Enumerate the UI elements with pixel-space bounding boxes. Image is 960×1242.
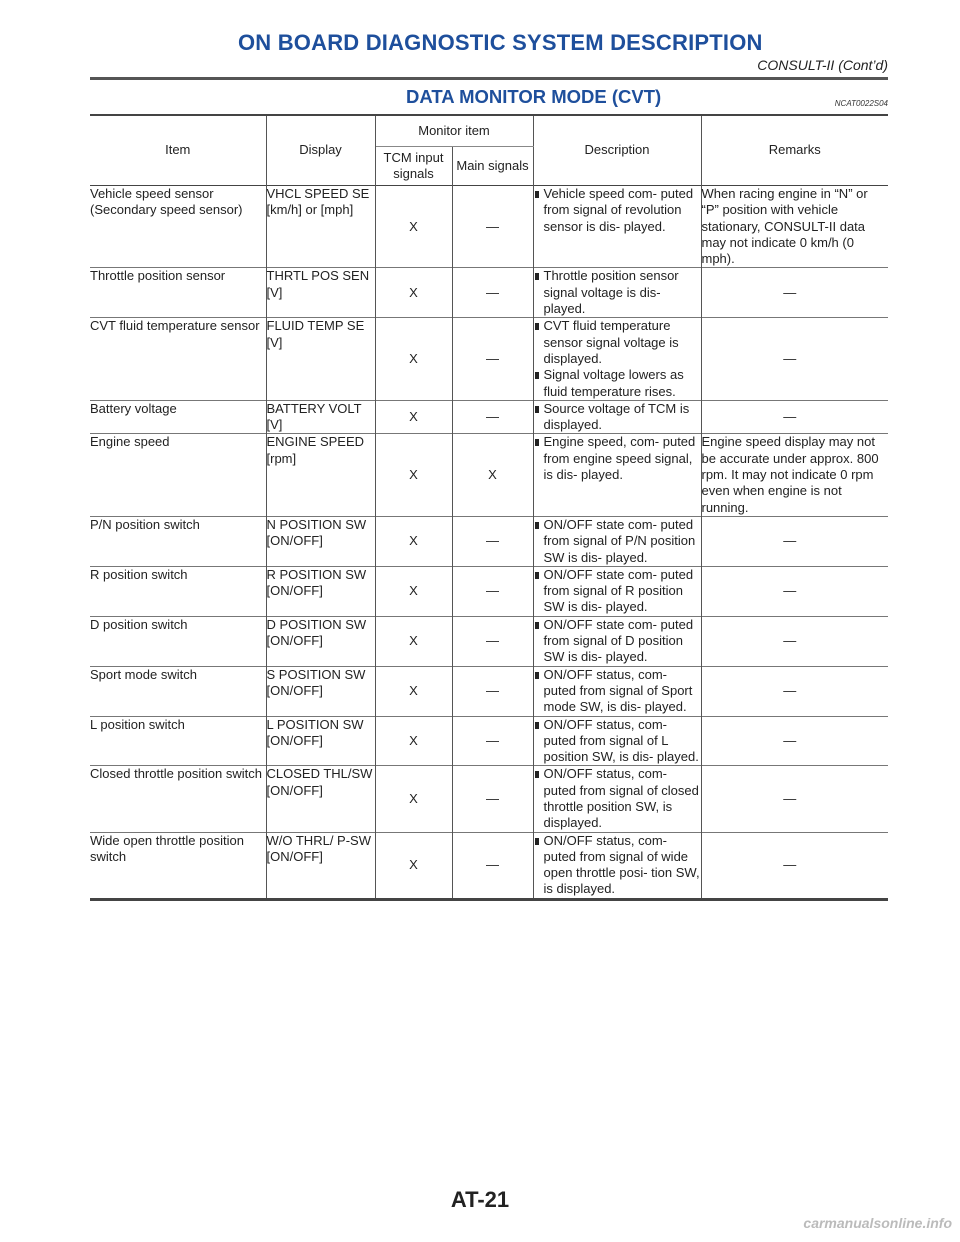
cell-item: Sport mode switch: [90, 666, 266, 716]
cell-description: [533, 400, 701, 434]
cell-description: [533, 268, 701, 318]
cell-item: R position switch: [90, 566, 266, 616]
cell-description: [533, 832, 701, 899]
cell-description: [533, 186, 701, 268]
cell-remarks: —: [783, 857, 797, 873]
cell-tcm-input: X: [375, 400, 452, 434]
cell-item: Wide open throttle position switch: [90, 832, 266, 899]
header-tcm-input-signals: TCM input signals: [375, 147, 452, 186]
cell-main-signals: —: [452, 400, 533, 434]
cell-remarks: —: [783, 682, 797, 698]
cell-description: [533, 716, 701, 766]
cell-description: [533, 666, 701, 716]
cell-display: ENGINE SPEED [rpm]: [266, 434, 375, 516]
description-bullet: Throttle position sensor signal voltage is dis- played.: [534, 268, 701, 317]
table-row: [90, 766, 888, 832]
cell-display: R POSITION SW [ON/OFF]: [266, 566, 375, 616]
cell-remarks: —: [783, 790, 797, 806]
description-bullet: ON/OFF state com- puted from signal of R position SW is dis- played.: [534, 567, 701, 616]
cell-main-signals: —: [452, 566, 533, 616]
table-row: [90, 434, 888, 516]
description-bullet: CVT fluid temperature sensor signal voltage is displayed.: [534, 318, 701, 367]
data-monitor-table: [90, 114, 888, 901]
cell-description: [533, 616, 701, 666]
cell-remarks: Engine speed display may not be accurate under approx. 800 rpm. It may not indicate 0 rpm even when engine is not running.: [701, 434, 879, 515]
table-row: [90, 716, 888, 766]
cell-item: P/N position switch: [90, 516, 266, 566]
cell-tcm-input: X: [375, 516, 452, 566]
description-bullet: ON/OFF status, com- puted from signal of closed throttle position SW, is displayed.: [534, 766, 701, 831]
table-row: [90, 566, 888, 616]
cell-description: [533, 566, 701, 616]
cell-tcm-input: X: [375, 566, 452, 616]
description-bullet: ON/OFF state com- puted from signal of D position SW is dis- played.: [534, 617, 701, 666]
cell-tcm-input: X: [375, 186, 452, 268]
cell-main-signals: —: [452, 716, 533, 766]
cell-item: L position switch: [90, 716, 266, 766]
cell-item: Engine speed: [90, 434, 266, 516]
cell-description: [533, 318, 701, 400]
table-row: [90, 666, 888, 716]
cell-description: [533, 516, 701, 566]
cell-main-signals: —: [452, 616, 533, 666]
cell-description: [533, 434, 701, 516]
cell-remarks: —: [783, 732, 797, 748]
table-body: [90, 186, 888, 900]
cell-remarks: —: [783, 533, 797, 549]
cell-item: CVT fluid temperature sensor: [90, 318, 266, 400]
cell-main-signals: —: [452, 318, 533, 400]
description-bullet: Source voltage of TCM is displayed.: [534, 401, 701, 434]
cell-item: Vehicle speed sensor (Secondary speed sensor): [90, 186, 266, 268]
cell-item: Throttle position sensor: [90, 268, 266, 318]
table-row: [90, 832, 888, 899]
cell-remarks: —: [783, 409, 797, 424]
header-divider: [90, 77, 888, 80]
cell-main-signals: X: [452, 434, 533, 516]
cell-display: VHCL SPEED SE [km/h] or [mph]: [266, 186, 375, 268]
cell-main-signals: —: [452, 832, 533, 899]
cell-main-signals: —: [452, 766, 533, 832]
description-bullet: Signal voltage lowers as fluid temperature rises.: [534, 367, 701, 400]
header-description: Description: [533, 115, 701, 186]
header-main-signals: Main signals: [452, 147, 533, 186]
cell-display: CLOSED THL/SW [ON/OFF]: [266, 766, 375, 832]
cell-display: N POSITION SW [ON/OFF]: [266, 516, 375, 566]
cell-main-signals: —: [452, 666, 533, 716]
table-row: [90, 400, 888, 434]
header-display: Display: [266, 115, 375, 186]
page-header-title: ON BOARD DIAGNOSTIC SYSTEM DESCRIPTION: [238, 30, 763, 55]
cell-display: BATTERY VOLT [V]: [266, 400, 375, 434]
table-row: [90, 186, 888, 268]
cell-display: FLUID TEMP SE [V]: [266, 318, 375, 400]
description-bullet: Engine speed, com- puted from engine speed signal, is dis- played.: [534, 434, 701, 483]
table-row: [90, 318, 888, 400]
cell-description: [533, 766, 701, 832]
description-bullet: ON/OFF status, com- puted from signal of L position SW, is dis- played.: [534, 717, 701, 766]
section-code: NCAT0022S04: [834, 99, 888, 108]
page-number: AT-21: [450, 1187, 510, 1212]
cell-remarks: —: [783, 284, 797, 300]
cell-remarks: —: [783, 350, 797, 366]
cell-main-signals: —: [452, 516, 533, 566]
header-item: Item: [90, 115, 266, 186]
cell-item: Closed throttle position switch: [90, 766, 266, 832]
table-row: [90, 616, 888, 666]
cell-tcm-input: X: [375, 268, 452, 318]
cell-tcm-input: X: [375, 666, 452, 716]
cell-item: Battery voltage: [90, 400, 266, 434]
cell-display: THRTL POS SEN [V]: [266, 268, 375, 318]
cell-remarks: —: [783, 633, 797, 649]
cell-tcm-input: X: [375, 616, 452, 666]
cell-item: D position switch: [90, 616, 266, 666]
cell-tcm-input: X: [375, 434, 452, 516]
description-bullet: Vehicle speed com- puted from signal of revolution sensor is dis- played.: [534, 186, 701, 235]
section-title: DATA MONITOR MODE (CVT): [406, 86, 662, 107]
table-row: [90, 516, 888, 566]
description-bullet: ON/OFF status, com- puted from signal of Sport mode SW, is dis- played.: [534, 667, 701, 716]
watermark: carmanualsonline.info: [803, 1215, 952, 1231]
cell-tcm-input: X: [375, 318, 452, 400]
page-header-subtitle: CONSULT-II (Cont’d): [757, 57, 888, 73]
table-row: [90, 268, 888, 318]
cell-remarks: When racing engine in “N” or “P” position with vehicle stationary, CONSULT-II data may not indicate 0 km/h (0 mph).: [701, 186, 868, 267]
header-remarks: Remarks: [768, 142, 821, 158]
description-bullet: ON/OFF status, com- puted from signal of wide open throttle posi- tion SW, is displayed.: [534, 833, 701, 898]
cell-display: D POSITION SW [ON/OFF]: [266, 616, 375, 666]
cell-main-signals: —: [452, 268, 533, 318]
cell-main-signals: —: [452, 186, 533, 268]
cell-display: W/O THRL/ P-SW [ON/OFF]: [266, 832, 375, 899]
cell-tcm-input: X: [375, 766, 452, 832]
description-bullet: ON/OFF state com- puted from signal of P/N position SW is dis- played.: [534, 517, 701, 566]
cell-remarks: —: [783, 583, 797, 599]
header-monitor-item: Monitor item: [375, 115, 533, 147]
cell-display: S POSITION SW [ON/OFF]: [266, 666, 375, 716]
cell-display: L POSITION SW [ON/OFF]: [266, 716, 375, 766]
cell-tcm-input: X: [375, 832, 452, 899]
cell-tcm-input: X: [375, 716, 452, 766]
